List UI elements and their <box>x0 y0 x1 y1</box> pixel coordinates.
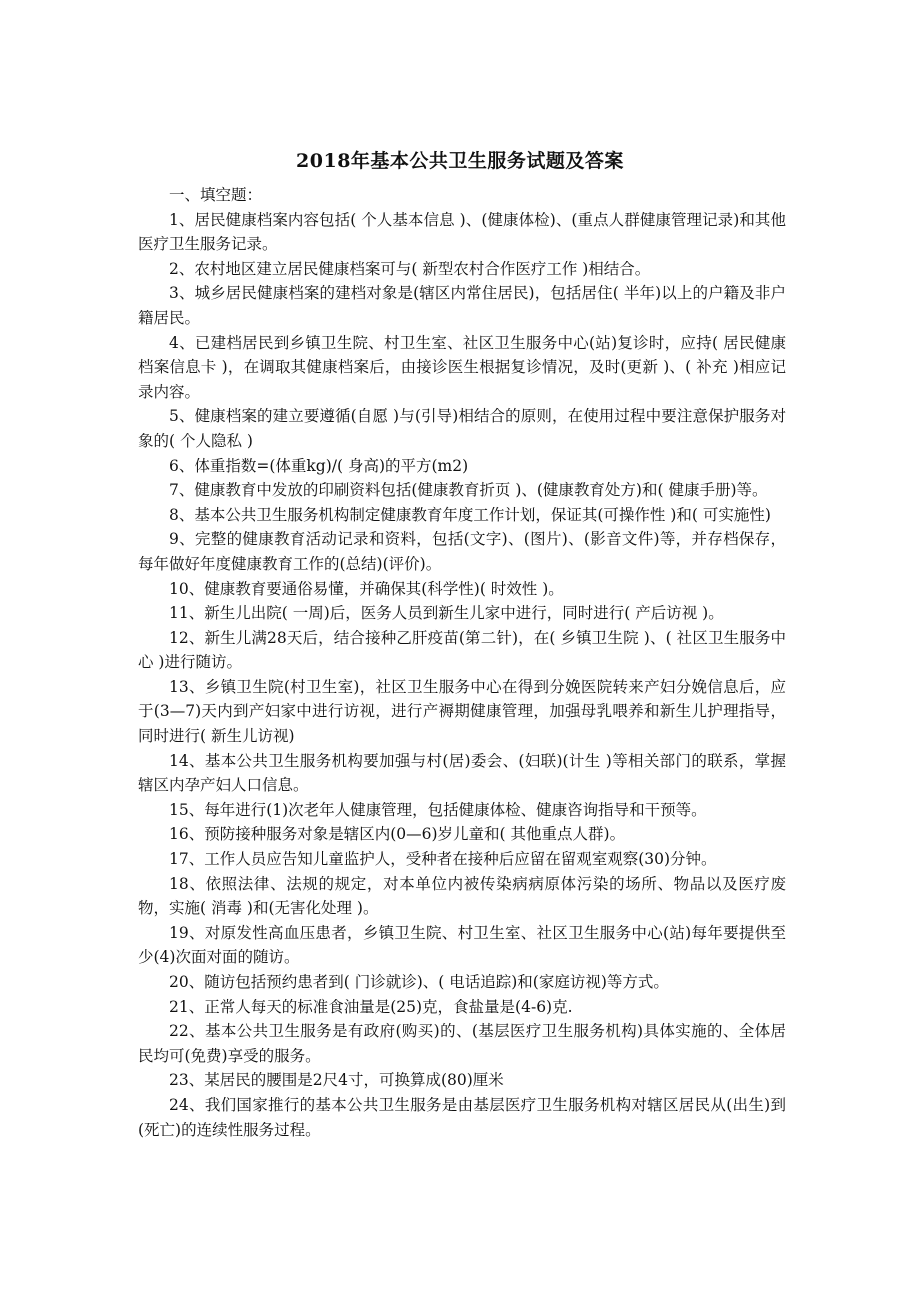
question-item: 22、基本公共卫生服务是有政府(购买)的、(基层医疗卫生服务机构)具体实施的、全体居民均可(免费)享受的服务。 <box>138 1022 786 1065</box>
document-body <box>138 183 786 1142</box>
question-item: 17、工作人员应告知儿童监护人，受种者在接种后应留在留观室观察(30)分钟。 <box>169 850 717 869</box>
question-item: 20、随访包括预约患者到( 门诊就诊)、( 电话追踪)和(家庭访视)等方式。 <box>169 973 669 991</box>
question-item: 11、新生儿出院( 一周)后，医务人员到新生儿家中进行，同时进行( 产后访视 )。 <box>169 604 724 623</box>
question-item: 14、基本公共卫生服务机构要加强与村(居)委会、(妇联)(计生 )等相关部门的联系，掌握辖区内孕产妇人口信息。 <box>138 751 786 795</box>
question-item: 15、每年进行(1)次老年人健康管理，包括健康体检、健康咨询指导和干预等。 <box>169 800 707 819</box>
question-item: 7、健康教育中发放的印刷资料包括(健康教育折页 )、(健康教育处方)和( 健康手册)等。 <box>169 481 768 500</box>
question-item: 24、我们国家推行的基本公共卫生服务是由基层医疗卫生服务机构对辖区居民从(出生)到(死亡)的连续性服务过程。 <box>138 1095 786 1139</box>
question-item: 6、体重指数=(体重kg)/( 身高)的平方(m2) <box>169 456 469 475</box>
question-item: 18、依照法律、法规的规定，对本单位内被传染病病原体污染的场所、物品以及医疗废物，实施( 消毒 )和(无害化处理 )。 <box>138 874 786 918</box>
question-item: 4、已建档居民到乡镇卫生院、村卫生室、社区卫生服务中心(站)复诊时，应持( 居民健康档案信息卡 )，在调取其健康档案后，由接诊医生根据复诊情况，及时(更新 )、( 补充 )相应记录内容。 <box>138 333 786 401</box>
question-item: 5、健康档案的建立要遵循(自愿 )与(引导)相结合的原则，在使用过程中要注意保护服务对象的( 个人隐私 ) <box>138 407 786 450</box>
question-item: 2、农村地区建立居民健康档案可与( 新型农村合作医疗工作 )相结合。 <box>169 259 651 278</box>
question-item: 9、完整的健康教育活动记录和资料，包括(文字)、(图片)、(影音文件)等，并存档保存，每年做好年度健康教育工作的(总结)(评价)。 <box>138 530 786 573</box>
question-item: 23、某居民的腰围是2尺4寸，可换算成(80)厘米 <box>169 1071 504 1090</box>
question-item: 13、乡镇卫生院(村卫生室)，社区卫生服务中心在得到分娩医院转来产妇分娩信息后，应于(3—7)天内到产妇家中进行访视，进行产褥期健康管理，加强母乳喂养和新生儿护理指导，同时进行( 新生儿访视) <box>138 677 786 746</box>
question-item: 12、新生儿满28天后，结合接种乙肝疫苗(第二针)，在( 乡镇卫生院 )、( 社区卫生服务中心 )进行随访。 <box>138 628 786 672</box>
question-item: 21、正常人每天的标准食油量是(25)克，食盐量是(4-6)克. <box>169 997 573 1016</box>
question-item: 1、居民健康档案内容包括( 个人基本信息 )、(健康体检)、(重点人群健康管理记录)和其他医疗卫生服务记录。 <box>138 210 786 254</box>
section-heading: 一、填空题： <box>169 186 263 204</box>
question-item: 19、对原发性高血压患者，乡镇卫生院、村卫生室、社区卫生服务中心(站)每年要提供至少(4)次面对面的随访。 <box>138 923 786 967</box>
question-item: 16、预防接种服务对象是辖区内(0—6)岁儿童和( 其他重点人群)。 <box>169 825 626 844</box>
question-item: 3、城乡居民健康档案的建档对象是(辖区内常住居民)，包括居住( 半年)以上的户籍及非户籍居民。 <box>138 284 786 327</box>
question-item: 8、基本公共卫生服务机构制定健康教育年度工作计划，保证其(可操作性 )和( 可实施性) <box>169 505 771 524</box>
document-title: 2018年基本公共卫生服务试题及答案 <box>296 150 624 172</box>
question-item: 10、健康教育要通俗易懂，并确保其(科学性)( 时效性 )。 <box>169 579 564 598</box>
